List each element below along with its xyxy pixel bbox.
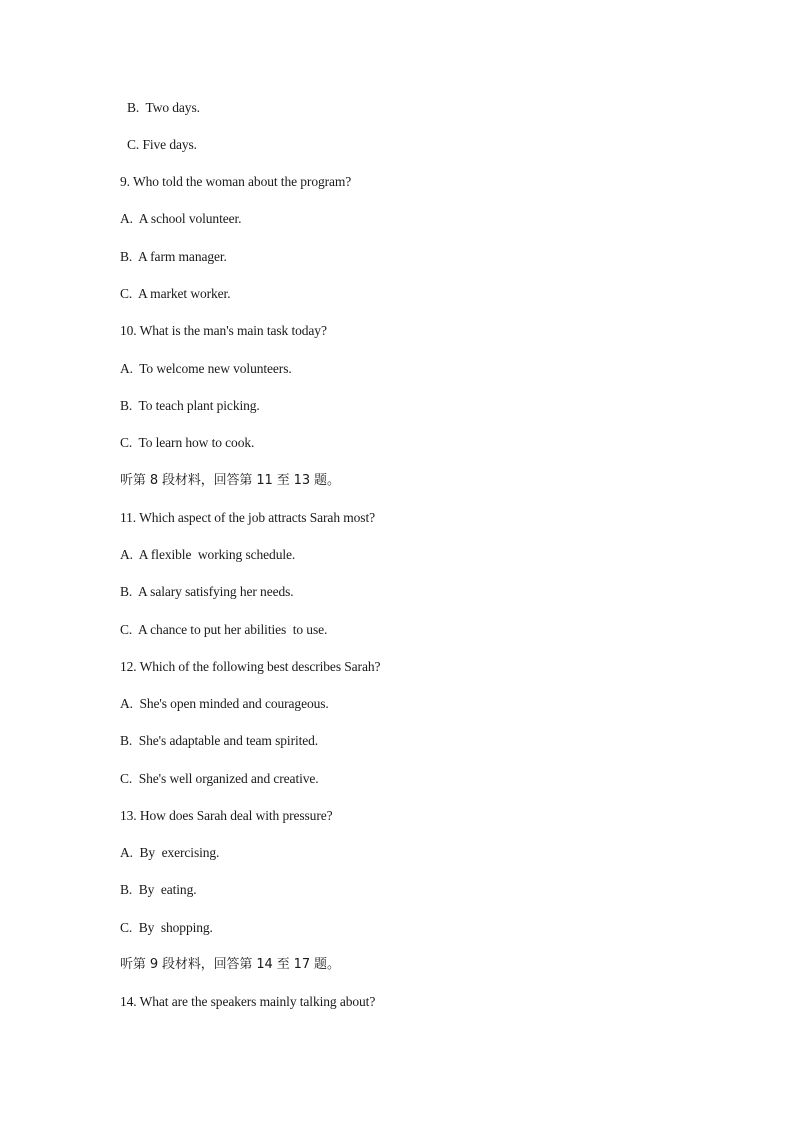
q8-option-b: B. Two days. (127, 100, 200, 115)
q10-option-a: A. To welcome new volunteers. (120, 361, 292, 376)
q12-option-b: B. She's adaptable and team spirited. (120, 733, 319, 748)
q10-option-b: B. To teach plant picking. (120, 398, 260, 413)
question-11: 11. Which aspect of the job attracts Sarah most? (120, 510, 375, 525)
q13-option-c: C. By shopping. (120, 920, 213, 935)
q13-option-a: A. By exercising. (120, 845, 220, 860)
q9-option-a: A. A school volunteer. (120, 211, 242, 226)
q9-option-b: B. A farm manager. (120, 249, 227, 264)
q12-option-c: C. She's well organized and creative. (120, 771, 319, 786)
q11-option-c: C. A chance to put her abilities to use. (120, 622, 328, 637)
q11-option-b: B. A salary satisfying her needs. (120, 584, 294, 599)
q12-option-a: A. She's open minded and courageous. (120, 696, 329, 711)
question-14: 14. What are the speakers mainly talking about? (120, 994, 376, 1009)
question-10: 10. What is the man's main task today? (120, 323, 327, 338)
question-13: 13. How does Sarah deal with pressure? (120, 808, 333, 823)
q13-option-b: B. By eating. (120, 882, 197, 897)
q9-option-c: C. A market worker. (120, 286, 231, 301)
question-12: 12. Which of the following best describes Sarah? (120, 659, 381, 674)
section-heading-9: 听第 9 段材料，回答第 14 至 17 题。 (120, 957, 340, 972)
q8-option-c: C. Five days. (127, 137, 197, 152)
section-heading-8: 听第 8 段材料，回答第 11 至 13 题。 (120, 473, 340, 488)
question-9: 9. Who told the woman about the program? (120, 174, 352, 189)
q10-option-c: C. To learn how to cook. (120, 435, 255, 450)
q11-option-a: A. A flexible working schedule. (120, 547, 296, 562)
